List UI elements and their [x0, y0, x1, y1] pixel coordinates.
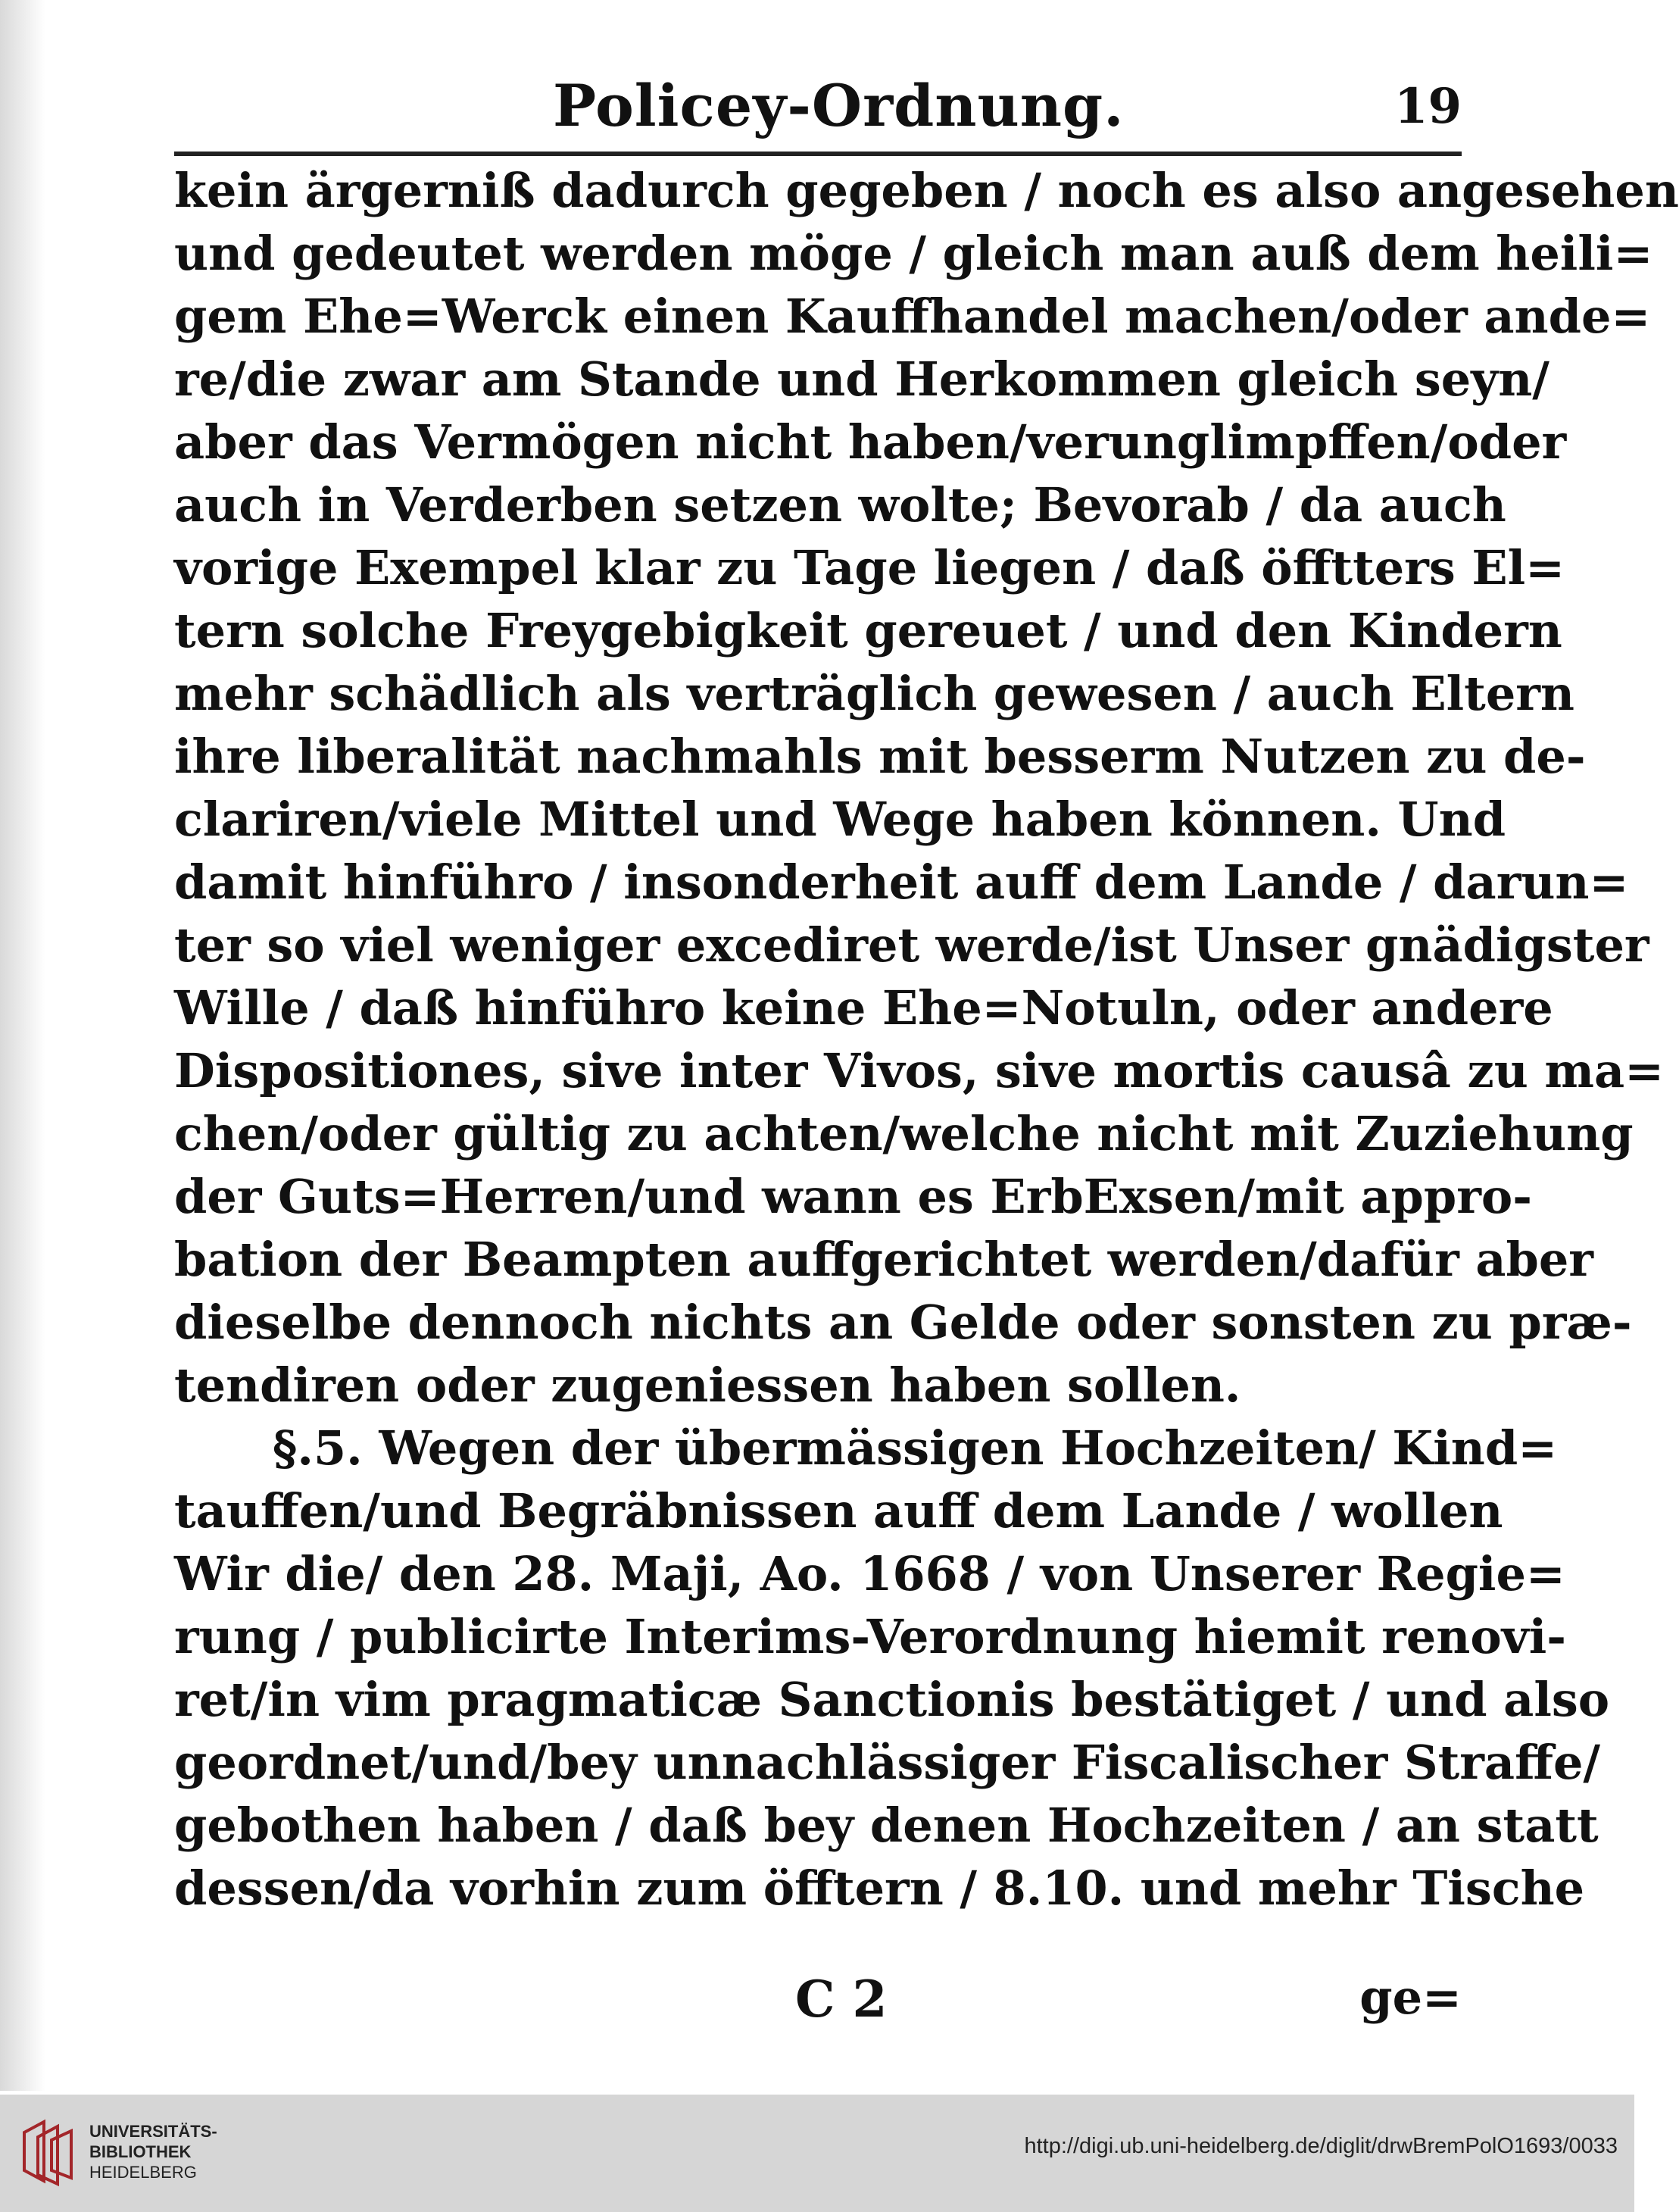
text-line: und gedeutet werden möge / gleich man auß dem heili=: [174, 226, 1653, 281]
text-line: chen/oder gültig zu achten/welche nicht mit Zuziehung: [174, 1106, 1634, 1161]
text-line: auch in Verderben setzen wolte; Bevorab / da auch: [174, 477, 1506, 533]
text-line: damit hinführo / insonderheit auff dem Lande / darun=: [174, 854, 1629, 910]
source-url-link[interactable]: http://digi.ub.uni-heidelberg.de/diglit/drwBremPolO1693/0033: [1024, 2134, 1618, 2158]
library-name-line: HEIDELBERG: [89, 2163, 197, 2182]
text-line: clariren/viele Mittel und Wege haben können. Und: [174, 792, 1506, 847]
text-line: ihre liberalität nachmahls mit besserm Nutzen zu de-: [174, 729, 1586, 784]
body-text: [174, 159, 1679, 1920]
text-line: mehr schädlich als verträglich gewesen / auch Eltern: [174, 666, 1575, 721]
signature-mark: C 2: [795, 1970, 888, 2029]
text-line: Wir die/ den 28. Maji, Ao. 1668 / von Unserer Regie=: [174, 1546, 1565, 1601]
text-line: geordnet/und/bey unnachlässiger Fiscalischer Straffe/: [174, 1735, 1601, 1790]
text-line: tendiren oder zugeniessen haben sollen.: [174, 1358, 1241, 1413]
page-edge-shadow: [0, 0, 45, 2091]
section-heading-line: §.5. Wegen der übermässigen Hochzeiten/ Kind=: [273, 1420, 1558, 1476]
library-name-line: BIBLIOTHEK: [89, 2142, 192, 2161]
page-number: 19: [1393, 78, 1462, 135]
text-line: Wille / daß hinführo keine Ehe=Notuln, oder andere: [174, 980, 1553, 1036]
text-line: Dispositiones, sive inter Vivos, sive mortis causâ zu ma=: [174, 1043, 1665, 1098]
text-line: re/die zwar am Stande und Herkommen gleich seyn/: [174, 351, 1549, 407]
text-line: dieselbe dennoch nichts an Gelde oder sonsten zu præ-: [174, 1295, 1632, 1350]
text-line: gem Ehe=Werck einen Kauffhandel machen/oder ande=: [174, 289, 1651, 344]
running-title: Policey-Ordnung.: [553, 72, 1125, 139]
library-logo-icon[interactable]: [21, 2117, 76, 2185]
library-name-line: UNIVERSITÄTS-: [89, 2122, 217, 2141]
text-line: rung / publicirte Interims-Verordnung hiemit renovi-: [174, 1609, 1566, 1664]
text-line: gebothen haben / daß bey denen Hochzeiten / an statt: [174, 1798, 1599, 1853]
text-line: kein ärgerniß dadurch gegeben / noch es also angesehen: [174, 163, 1679, 218]
library-footer-bar: [0, 2095, 1634, 2212]
catchword: ge=: [1359, 1970, 1462, 2025]
text-line: ret/in vim pragmaticæ Sanctionis bestätiget / und also: [174, 1672, 1610, 1727]
text-line: dessen/da vorhin zum öfftern / 8.10. und mehr Tische: [174, 1861, 1585, 1916]
text-line: tauffen/und Begräbnissen auff dem Lande / wollen: [174, 1483, 1503, 1539]
page-footer: [174, 1970, 1462, 2038]
text-line: vorige Exempel klar zu Tage liegen / daß öfftters El=: [174, 540, 1565, 595]
text-line: bation der Beampten auffgerichtet werden/dafür aber: [174, 1232, 1593, 1287]
page-header: [174, 72, 1462, 155]
text-line: der Guts=Herren/und wann es ErbExsen/mit appro-: [174, 1169, 1532, 1224]
library-name: [89, 2121, 217, 2182]
text-line: tern solche Freygebigkeit gereuet / und den Kindern: [174, 603, 1562, 658]
header-rule: [174, 152, 1462, 156]
text-line: aber das Vermögen nicht haben/verunglimpffen/oder: [174, 414, 1567, 470]
text-line: ter so viel weniger excediret werde/ist Unser gnädigster: [174, 917, 1649, 973]
